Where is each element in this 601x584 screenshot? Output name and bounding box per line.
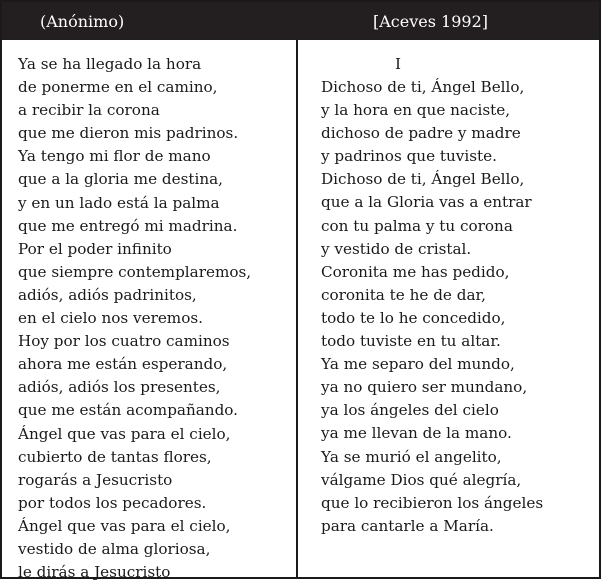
- poem-line: Ya se ha llegado la hora: [18, 55, 202, 73]
- poem-line: Ángel que vas para el cielo,: [18, 516, 231, 535]
- section-number: I: [395, 55, 401, 73]
- poem-line: para cantarle a María.: [321, 516, 494, 535]
- poem-line: que me están acompañando.: [18, 401, 239, 420]
- poem-line: Hoy por los cuatro caminos: [18, 332, 230, 351]
- poem-line: ahora me están esperando,: [18, 355, 228, 374]
- poem-line: rogarás a Jesucristo: [18, 470, 173, 489]
- poem-line: Coronita me has pedido,: [321, 262, 510, 281]
- poem-line: Dichoso de ti, Ángel Bello,: [321, 170, 525, 189]
- poem-line: adiós, adiós padrinitos,: [18, 285, 197, 304]
- poem-line: vestido de alma gloriosa,: [18, 539, 211, 558]
- poem-line: Ya se murió el angelito,: [321, 447, 502, 466]
- poem-line: que lo recibieron los ángeles: [321, 493, 544, 512]
- column-divider: [296, 40, 298, 579]
- poem-line: ya no quiero ser mundano,: [321, 378, 528, 397]
- poem-line: con tu palma y tu corona: [321, 216, 513, 235]
- poem-line: cubierto de tantas flores,: [18, 447, 212, 466]
- poem-line: le dirás a Jesucristo: [18, 563, 171, 582]
- poem-line: en el cielo nos veremos.: [18, 309, 203, 328]
- poem-line: Ángel que vas para el cielo,: [18, 424, 231, 443]
- table-header: [2, 2, 599, 40]
- poem-line: todo tuviste en tu altar.: [321, 332, 501, 351]
- poem-line: ya me llevan de la mano.: [321, 424, 512, 443]
- poem-line: por todos los pecadores.: [18, 493, 207, 512]
- poem-line: y padrinos que tuviste.: [321, 147, 497, 166]
- poem-line: Dichoso de ti, Ángel Bello,: [321, 78, 525, 96]
- poem-line: Ya tengo mi flor de mano: [18, 147, 211, 166]
- poem-line: adiós, adiós los presentes,: [18, 378, 221, 397]
- poem-line: Por el poder infinito: [18, 239, 172, 258]
- header-aceves-1992: [Aceves 1992]: [373, 12, 488, 31]
- header-anonimo: (Anónimo): [40, 12, 125, 31]
- poem-line: que siempre contemplaremos,: [18, 262, 252, 281]
- poem-line: todo te lo he concedido,: [321, 308, 506, 327]
- poem-line: que a la Gloria vas a entrar: [321, 193, 532, 212]
- poem-line: válgame Dios qué alegría,: [321, 470, 522, 489]
- poem-line: dichoso de padre y madre: [321, 124, 521, 143]
- poem-line: que a la gloria me destina,: [18, 170, 224, 189]
- left-poem-column: [18, 53, 251, 584]
- poem-line: y en un lado está la palma: [18, 193, 220, 212]
- poem-line: y vestido de cristal.: [321, 239, 472, 258]
- poem-line: ya los ángeles del cielo: [321, 401, 499, 420]
- right-poem-column: [321, 76, 543, 538]
- poem-line: que me entregó mi madrina.: [18, 216, 238, 235]
- poem-line: de ponerme en el camino,: [18, 78, 218, 97]
- poem-line: a recibir la corona: [18, 101, 160, 120]
- poem-line: y la hora en que naciste,: [321, 101, 511, 120]
- poem-line: Ya me separo del mundo,: [321, 355, 515, 374]
- poem-line: que me dieron mis padrinos.: [18, 124, 239, 143]
- poem-line: coronita te he de dar,: [321, 285, 486, 304]
